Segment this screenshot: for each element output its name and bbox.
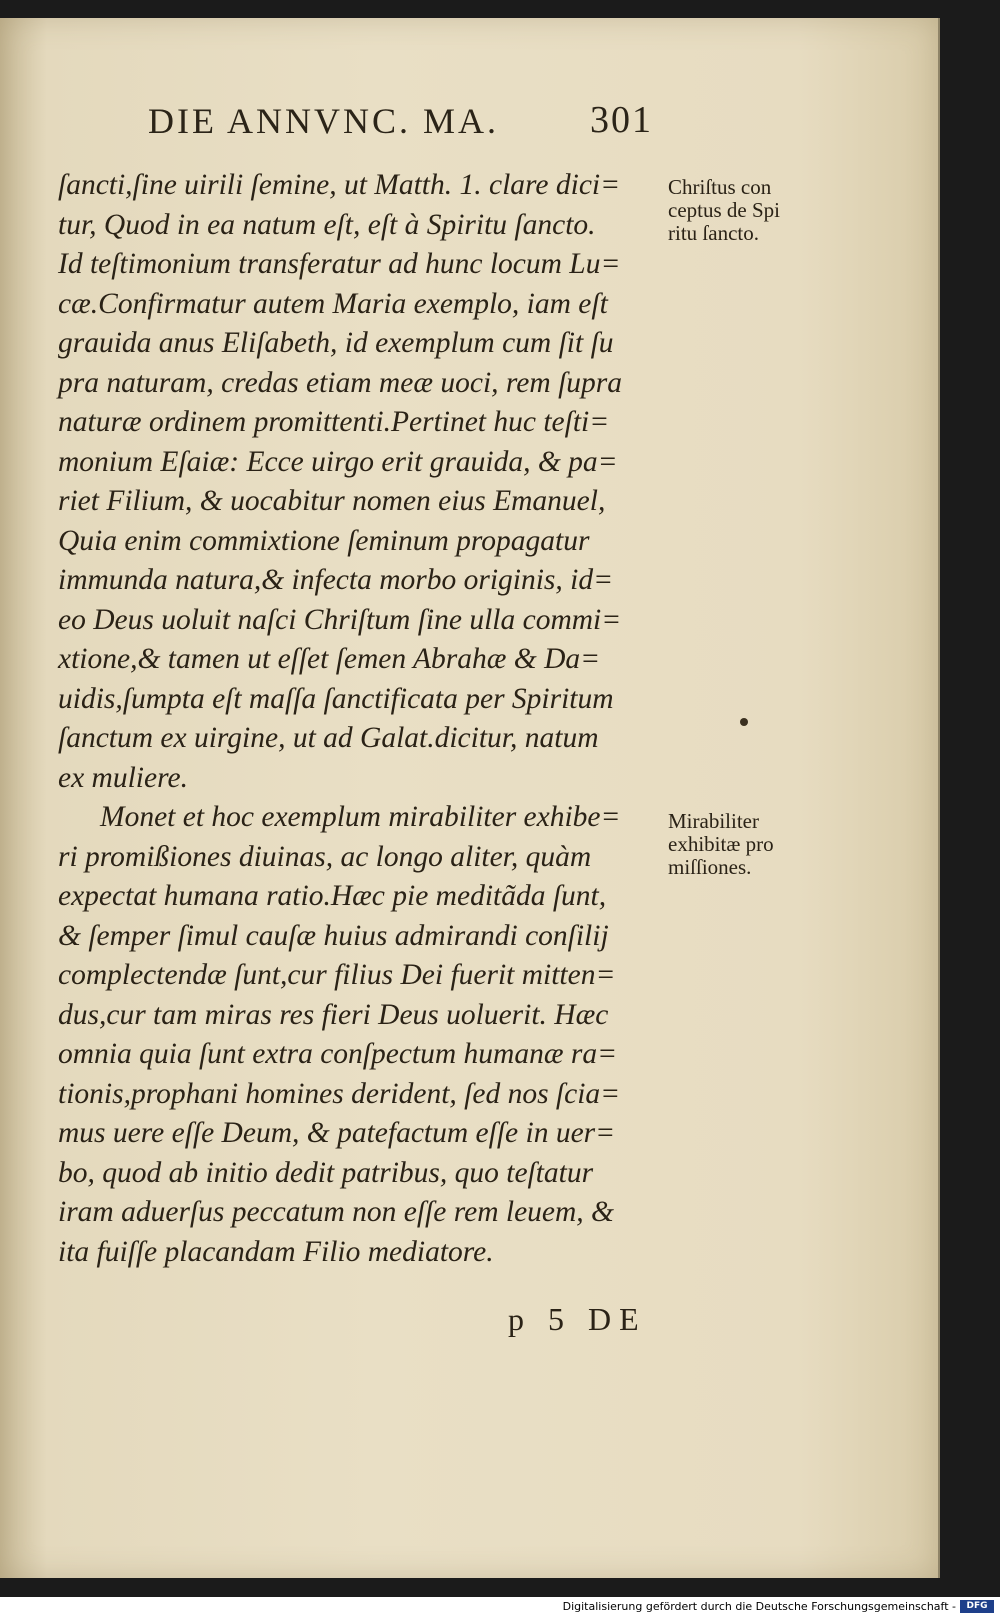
catchword-text: DE [588, 1301, 647, 1337]
text-line: monium Eſaiæ: Ecce uirgo erit grauida, & pa= [58, 445, 618, 478]
text-line: immunda natura,& infecta morbo originis, id= [58, 564, 614, 596]
marginal-note-mirabiliter [668, 810, 774, 879]
text-line: & ſemper ſimul cauſæ huius admirandi conſilij [58, 919, 609, 952]
marginal-note-christus [668, 176, 780, 245]
text-line: pra naturam, credas etiam meæ uoci, rem ſupra [58, 366, 623, 399]
marginal-line: ceptus de Spi [668, 198, 780, 222]
book-page [0, 18, 940, 1578]
marginal-line: exhibitæ pro [668, 832, 774, 856]
running-title: DIE ANNVNC. MA. [148, 101, 499, 141]
text-line: mus uere eſſe Deum, & patefactum eſſe in uer= [58, 1117, 616, 1149]
catchword [508, 1301, 647, 1338]
text-line: ſancti,ſine uirili ſemine, ut Matth. 1. clare dici= [58, 169, 621, 201]
text-line: dus,cur tam miras res fieri Deus uoluerit. Hæc [58, 998, 609, 1031]
text-line: riet Filium, & uocabitur nomen eius Emanuel, [58, 485, 606, 517]
page-number: 301 [590, 99, 653, 141]
text-line: grauida anus Eliſabeth, id exemplum cum ſit ſu [58, 327, 614, 359]
text-line: eo Deus uoluit naſci Chriſtum ſine ulla commi= [58, 603, 622, 636]
text-line: ri promißiones diuinas, ac longo aliter, quàm [58, 840, 592, 873]
marginal-line: ritu ſancto. [668, 221, 759, 245]
dfg-logo: DFG [960, 1600, 994, 1613]
text-line: Id teſtimonium transferatur ad hunc locum Lu= [58, 248, 621, 280]
text-line: ſanctum ex uirgine, ut ad Galat.dicitur, natum [58, 722, 599, 754]
text-line: naturæ ordinem promittenti.Pertinet huc teſti= [58, 406, 610, 438]
text-line: ita fuiſſe placandam Filio mediatore. [58, 1235, 494, 1268]
text-line: complectendæ ſunt,cur filius Dei fuerit mitten= [58, 959, 616, 991]
footer-credit: Digitalisierung gefördert durch die Deutsche Forschungsgemeinschaft - [562, 1600, 956, 1613]
marginal-line: Mirabiliter [668, 809, 759, 833]
text-line: Quia enim commixtione ſeminum propagatur [58, 524, 590, 557]
marginal-line: Chriſtus con [668, 175, 772, 199]
text-line: tur, Quod in ea natum eſt, eſt à Spiritu ſancto. [58, 208, 596, 241]
text-line: omnia quia ſunt extra conſpectum humanæ ra= [58, 1038, 618, 1070]
text-line: xtione,& tamen ut eſſet ſemen Abrahæ & Da= [58, 643, 601, 675]
text-line: iram aduerſus peccatum non eſſe rem leuem, & [58, 1196, 615, 1228]
signature-mark: p 5 [508, 1301, 572, 1337]
text-line: ex muliere. [58, 761, 188, 794]
main-text-block [58, 166, 668, 1272]
text-line: cæ.Confirmatur autem Maria exemplo, iam eſt [58, 287, 608, 320]
text-line: uidis,ſumpta eſt maſſa ſanctificata per Spiritum [58, 682, 614, 715]
marginal-line: miſſiones. [668, 855, 752, 879]
text-line: tionis,prophani homines derident, ſed nos ſcia= [58, 1077, 621, 1110]
ink-dot [740, 718, 748, 726]
text-line-paragraph-start: Monet et hoc exemplum mirabiliter exhibe= [100, 801, 621, 833]
text-line: bo, quod ab initio dedit patribus, quo teſtatur [58, 1156, 594, 1189]
text-line: expectat humana ratio.Hæc pie meditãda ſunt, [58, 880, 607, 912]
